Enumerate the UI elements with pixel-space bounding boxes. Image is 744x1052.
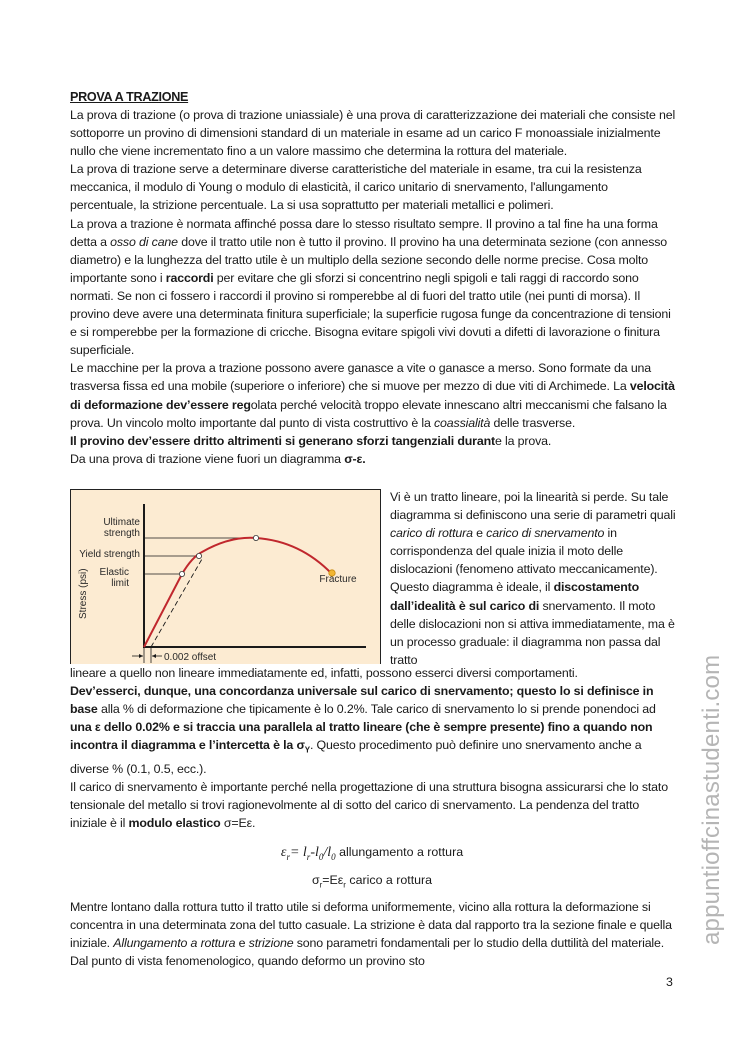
- page-number: 3: [666, 975, 673, 989]
- paragraph-machines: Le macchine per la prova a trazione possono avere ganasce a vite o ganasce a merso. Sono formate da una trasversa fissa ed una mobile (superiore o inferiore) che si muove per mezzo di due viti di Archimede. La velocità di deformazione dev’essere regolata perché velocità troppo elevate innescano altri meccanismi che falsano la prova. Un vincolo molto importante dal punto di vista costruttivo è la coassialità delle trasverse. Il provino dev’essere dritto altrimenti si generano sforzi tangenziali durante la prova.: [70, 361, 675, 448]
- watermark: appuntioffcinastudenti.com: [698, 654, 725, 945]
- label-ultimate-2: strength: [103, 528, 140, 539]
- formula-breaking-stress: $\sigma_r=E\varepsilon_r$ carico a rottura: [311, 873, 433, 890]
- paragraph-diagram-intro: Da una prova di trazione viene fuori un diagramma σ-ε.: [70, 451, 366, 466]
- paragraph-intro: La prova di trazione (o prova di trazione uniassiale) è una prova di caratterizzazione dei materiali che consiste nel sottoporre un provino di dimensioni standard di un materiale in esame ad un carico F monoassiale inizialmente nullo che viene incrementato fino a un valore massimo che determina la rottura del materiale.: [70, 108, 676, 159]
- paragraph-specimen: La prova a trazione è normata affinché possa dare lo stesso risultato sempre. Il provino a tal fine ha una forma detta a osso di cane dove il tratto utile non è tutto il provino. Il provino ha una determinata sezione (con annesso diametro) e la lunghezza del tratto utile è un multiplo della sezione secondo delle norme precise. Cosa molto importante sono i raccordi per evitare che gli sforzi si concentrino negli spigoli e tali raggi di raccordo sono normati. Se non ci fossero i raccordi il provino si romperebbe al di fuori del tratto utile (nei punti di morsa). Il provino deve avere una determinata finitura superficiale; la superficie rugosa funge da concentrazione di tensioni e si romperebbe per la formazione di cricche. Bisogna evitare spigoli vivi dovuti a difetti di lavorazione o finitura superficiale.: [70, 216, 671, 358]
- stress-strain-chart: [70, 489, 382, 663]
- diagram-description: Vi è un tratto lineare, poi la linearità si perde. Su tale diagramma si definiscono una serie di parametri quali carico di rottura e carico di snervamento in corrispondenza del quale inizia il moto delle dislocazioni (fenomeno attivato meccanicamente). Questo diagramma è ideale, il discostamento dall’idealità è sul carico di snervamento. Il moto delle dislocazioni non si attiva immediatamente, ma è un processo graduale: il diagramma non passa dal tratto: [390, 490, 676, 667]
- label-ultimate-1: Ultimate: [103, 517, 140, 528]
- formula-elongation: $\varepsilon_r= l_r-l_0/l_0$ allungamento a rottura: [280, 845, 464, 862]
- document-body-end: [70, 898, 678, 970]
- label-elastic-1: Elastic: [99, 567, 129, 578]
- paragraph-necking: Mentre lontano dalla rottura tutto il tratto utile si deforma uniformemente, vicino alla rottura la deformazione si concentra in una determinata zona del tutto casuale. La strizione è data dal rapporto tra la sezione finale e quella iniziale. Allungamento a rottura e strizione sono parametri fondamentali per lo studio della duttilità del materiale. Dal punto di vista fenomenologico, quando deformo un provino sto: [70, 900, 672, 969]
- paragraph-design: Il carico di snervamento è importante perché nella progettazione di una struttura bisogna assicurarsi che lo stato tensionale del metallo si trovi ragionevolmente al di sotto del carico di snervamento. La pendenza del tratto iniziale è il modulo elastico σ=Eε.: [70, 780, 668, 831]
- label-fracture: Fracture: [319, 574, 357, 585]
- label-offset: 0.002 offset: [164, 652, 217, 663]
- document-body-lower: [70, 664, 678, 832]
- y-axis-label: Stress (psi): [78, 568, 89, 619]
- label-elastic-2: limit: [111, 578, 129, 589]
- section-title: PROVA A TRAZIONE: [70, 90, 189, 104]
- label-yield: Yield strength: [79, 549, 140, 560]
- paragraph-purpose: La prova di trazione serve a determinare diverse caratteristiche del materiale in esame, tra cui la resistenza meccanica, il modulo di Young o modulo di elasticità, il carico unitario di snervamento, l'allungamento percentuale, la strizione percentuale. La si usa soprattutto per materiali metallici e polimeri.: [70, 162, 642, 213]
- document-body: [70, 88, 676, 468]
- paragraph-yield-definition: lineare a quello non lineare immediatamente ed, infatti, possono esserci diversi comportamenti. Dev’esserci, dunque, una concordanza universale sul carico di snervamento; questo lo si definisce in base alla % di deformazione che tipicamente è lo 0.2%. Tale carico di snervamento lo si prende ponendoci ad una ε dello 0.02% e si traccia una parallela al tratto lineare (che è sempre presente) fino a quando non incontra il diagramma e l’intercetta è la $\sigma_Y$. Questo procedimento può definire uno snervamento anche a diverse % (0.1, 0.5, ecc.).: [70, 666, 656, 776]
- chart-plot: [70, 489, 382, 663]
